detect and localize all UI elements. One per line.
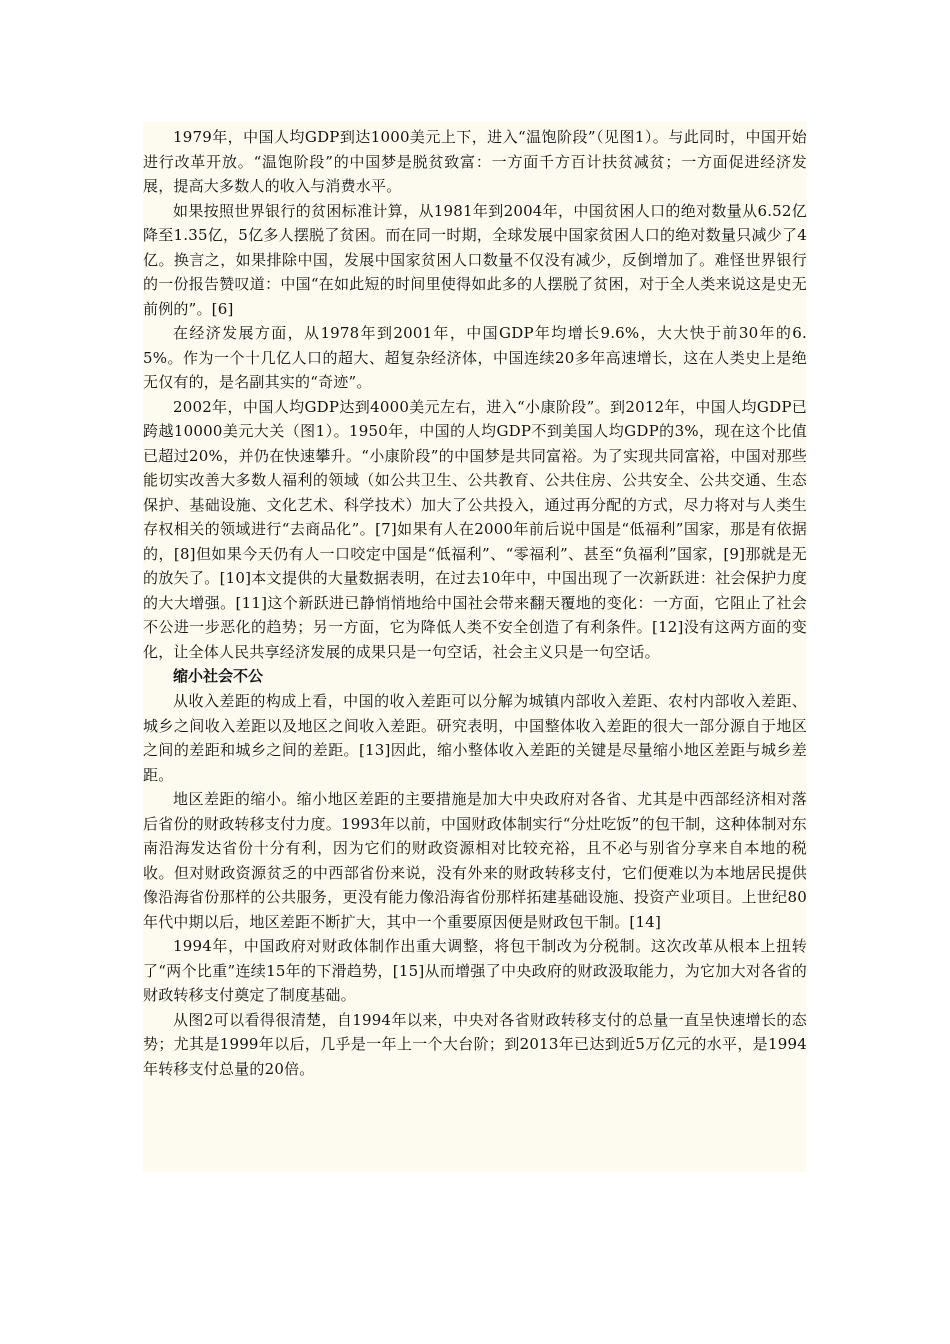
paragraph-xiaokang-stage: 2002年，中国人均GDP达到4000美元左右，进入“小康阶段”。到2012年，中国人均GDP已跨越10000美元大关（图1）。1950年，中国的人均GDP不到美国人均GDP的3%，现在这个比值已超过20%，并仍在快速攀升。“小康阶段”的中国梦是共同富裕。为了实现共同富裕，中国对那些能切实改善大多数人福利的领域（如公共卫生、公共教育、公共住房、公共安全、公共交通、生态保护、基础设施、文化艺术、科学技术）加大了公共投入，通过再分配的方式，尽力将对与人类生存权相关的领域进行“去商品化”。[7]如果有人在2000年前后说中国是“低福利”国家，那是有依据的，[8]但如果今天仍有人一口咬定中国是“低福利”、“零福利”、甚至“负福利”国家，[9]那就是无的放矢了。[10]本文提供的大量数据表明，在过去10年中，中国出现了一次新跃进：社会保护力度的大大增强。[11]这个新跃进已静悄悄地给中国社会带来翻天覆地的变化：一方面，它阻止了社会不公进一步恶化的趋势；另一方面，它为降低人类不安全创造了有利条件。[12]没有这两方面的变化，让全体人民共享经济发展的成果只是一句空话，社会主义只是一句空话。: [143, 397, 807, 661]
paragraph-income-gap-composition: 从收入差距的构成上看，中国的收入差距可以分解为城镇内部收入差距、农村内部收入差距、城乡之间收入差距以及地区之间收入差距。研究表明，中国整体收入差距的很大一部分源自于地区之间的差距和城乡之间的差距。[13]因此，缩小整体收入差距的关键是尽量缩小地区差距与城乡差距。: [143, 692, 807, 784]
paragraph-transfer-payments: 从图2可以看得很清楚，自1994年以来，中央对各省财政转移支付的总量一直呈快速增长的态势；尤其是1999年以后，几乎是一年上一个大台阶；到2013年已达到近5万亿元的水平，是1994年转移支付总量的20倍。: [143, 1010, 807, 1078]
section-heading: 缩小社会不公: [173, 667, 264, 685]
paragraph-regional-gap: 地区差距的缩小。缩小地区差距的主要措施是加大中央政府对各省、尤其是中西部经济相对落后省份的财政转移支付力度。1993年以前，中国财政体制实行“分灶吃饭”的包干制，这种体制对东南沿海发达省份十分有利，因为它们的财政资源相对比较充裕，且不必与别省分享来自本地的税收。但对财政资源贫乏的中西部省份来说，没有外来的财政转移支付，它们便难以为本地居民提供像沿海省份那样的公共服务，更没有能力像沿海省份那样拓建基础设施、投资产业项目。上世纪80年代中期以后，地区差距不断扩大，其中一个重要原因便是财政包干制。[14]: [143, 790, 807, 931]
paragraph-1994-tax-reform: 1994年，中国政府对财政体制作出重大调整，将包干制改为分税制。这次改革从根本上扭转了“两个比重”连续15年的下滑趋势，[15]从而增强了中央政府的财政汲取能力，为它加大对各省的财政转移支付奠定了制度基础。: [143, 937, 807, 1004]
paragraph-economic-growth: 在经济发展方面，从1978年到2001年，中国GDP年均增长9.6%，大大快于前30年的6.5%。作为一个十几亿人口的超大、超复杂经济体，中国连续20多年高速增长，这在人类史上是绝无仅有的，是名副其实的“奇迹”。: [143, 324, 807, 391]
article-body: [143, 122, 807, 1172]
paragraph-poverty-reduction: 如果按照世界银行的贫困标准计算，从1981年到2004年，中国贫困人口的绝对数量从6.52亿降至1.35亿，5亿多人摆脱了贫困。而在同一时期，全球发展中国家贫困人口的绝对数量只减少了4亿。换言之，如果排除中国，发展中国家贫困人口数量不仅没有减少，反倒增加了。难怪世界银行的一份报告赞叹道：中国“在如此短的时间里使得如此多的人摆脱了贫困，对于全人类来说这是史无前例的”。[6]: [143, 201, 807, 318]
paragraph-1979-subsistence-stage: 1979年，中国人均GDP到达1000美元上下，进入“温饱阶段”（见图1）。与此同时，中国开始进行改革开放。“温饱阶段”的中国梦是脱贫致富：一方面千方百计扶贫减贫；一方面促进经济发展，提高大多数人的收入与消费水平。: [143, 128, 807, 195]
